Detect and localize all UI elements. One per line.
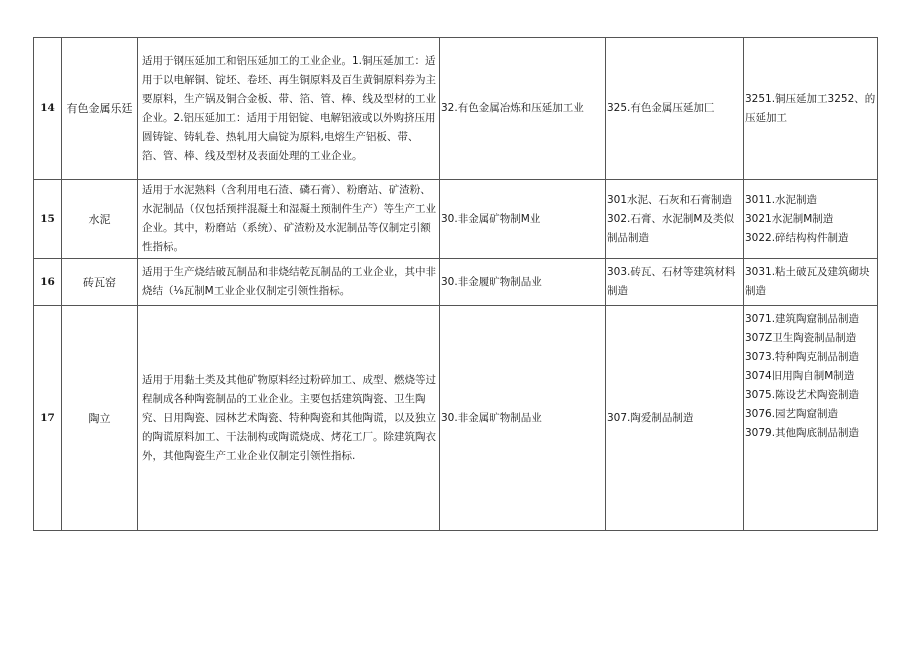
industry-name: 陶立 (62, 306, 138, 531)
row-number: 17 (34, 306, 62, 531)
medium-category (606, 259, 744, 306)
major-category: 32.有色金属冶炼和压延加工业 (440, 38, 606, 180)
scope-description: 适用于用黏土类及其他矿物原料经过粉碎加工、成型、燃烧等过程制成各种陶瓷制品的工业企业。主要包括建筑陶瓷、卫生陶究、日用陶瓷、园林艺术陶瓷、特种陶瓷和其他陶谎，以及独立的陶谎原料加工、干法制构或陶谎烧成、烤花工厂。除建筑陶衣外，其他陶瓷生产工业企业仅制定引领性指标. (138, 306, 440, 531)
industry-table (33, 37, 878, 531)
industry-name: 水泥 (62, 180, 138, 259)
minor-category-item: 3071.建筑陶窟制品制造 (745, 313, 860, 325)
medium-category (606, 306, 744, 531)
minor-category (744, 180, 878, 259)
minor-category-item: 3011.水泥制造 (745, 193, 818, 206)
major-category: 30.非金属旷物制品业 (440, 306, 606, 531)
minor-category (744, 259, 878, 306)
medium-category-item: 325.有色金属压延加匚 (607, 102, 715, 114)
table-row (34, 38, 878, 180)
industry-name: 有色金属乐廷 (62, 38, 138, 180)
minor-category-item: 3079.其他陶底制品制造 (745, 427, 860, 439)
minor-category (744, 306, 878, 531)
table-row (34, 306, 878, 531)
table-row (34, 180, 878, 259)
scope-description: 适用于钢压延加工和铝压延加工的工业企业。1.铜压延加工：适用于以电解铜、锭坯、卷坯、再生铜原料及百生黄铜原料券为主要原料，生产锅及铜合金板、带、箔、管、棒、线及型材的工业企业。2.铝压延加工：适用于用铝锭、电解铝液或以外购挤压用圆铸锭、铸轧卷、热轧用大扁锭为原料,电熔生产铝板、带、箔、管、棒、线及型材及表面处理的工业企业。 (138, 38, 440, 180)
medium-category-item: 302.石膏、水泥制M及类似制品制造 (607, 212, 734, 244)
minor-category-item: 3251.铜压延加工3252、的压延加工 (745, 92, 876, 124)
medium-category-item: 301水泥、石灰和石膏制造 (607, 193, 733, 206)
medium-category (606, 38, 744, 180)
medium-category-item: 303.砖瓦、石材等建筑材料制造 (607, 266, 736, 297)
major-category: 30.非金属矿物制M业 (440, 180, 606, 259)
minor-category (744, 38, 878, 180)
minor-category-item: 3074旧用陶自制M制造 (745, 370, 855, 382)
minor-category-item: 3031.粘土破瓦及建筑砌块制造 (745, 266, 870, 297)
minor-category-item: 307Z卫生陶瓷制品制造 (745, 332, 857, 344)
scope-description: 适用于水泥熟料（含利用电石渣、磷石膏）、粉磨站、矿渣粉、水泥制品（仅包括预拌混凝土和湿凝土预制件生产）等生产工业企业。其中，粉磨站（系统）、矿渣粉及水泥制品等仅制定引额性指标。 (138, 180, 440, 259)
minor-category-item: 3021水泥制M制造 (745, 212, 834, 225)
industry-name: 砖瓦窑 (62, 259, 138, 306)
major-category: 30.非金履旷物制品业 (440, 259, 606, 306)
scope-description: 适用于生产烧结破瓦制品和非烧结乾瓦制品的工业企业，其中非烧结（⅛瓦制M工业企业仅制定引领性指标。 (138, 259, 440, 306)
minor-category-item: 3073.特种陶克制品制造 (745, 351, 860, 363)
row-number: 16 (34, 259, 62, 306)
table-row (34, 259, 878, 306)
row-number: 14 (34, 38, 62, 180)
minor-category-item: 3075.陈设艺术陶瓷制造 (745, 389, 860, 401)
minor-category-item: 3076.园艺陶窟制造 (745, 408, 839, 420)
medium-category-item: 307.陶爱制品制造 (607, 411, 694, 424)
minor-category-item: 3022.碎结构构件制造 (745, 231, 849, 244)
medium-category (606, 180, 744, 259)
row-number: 15 (34, 180, 62, 259)
